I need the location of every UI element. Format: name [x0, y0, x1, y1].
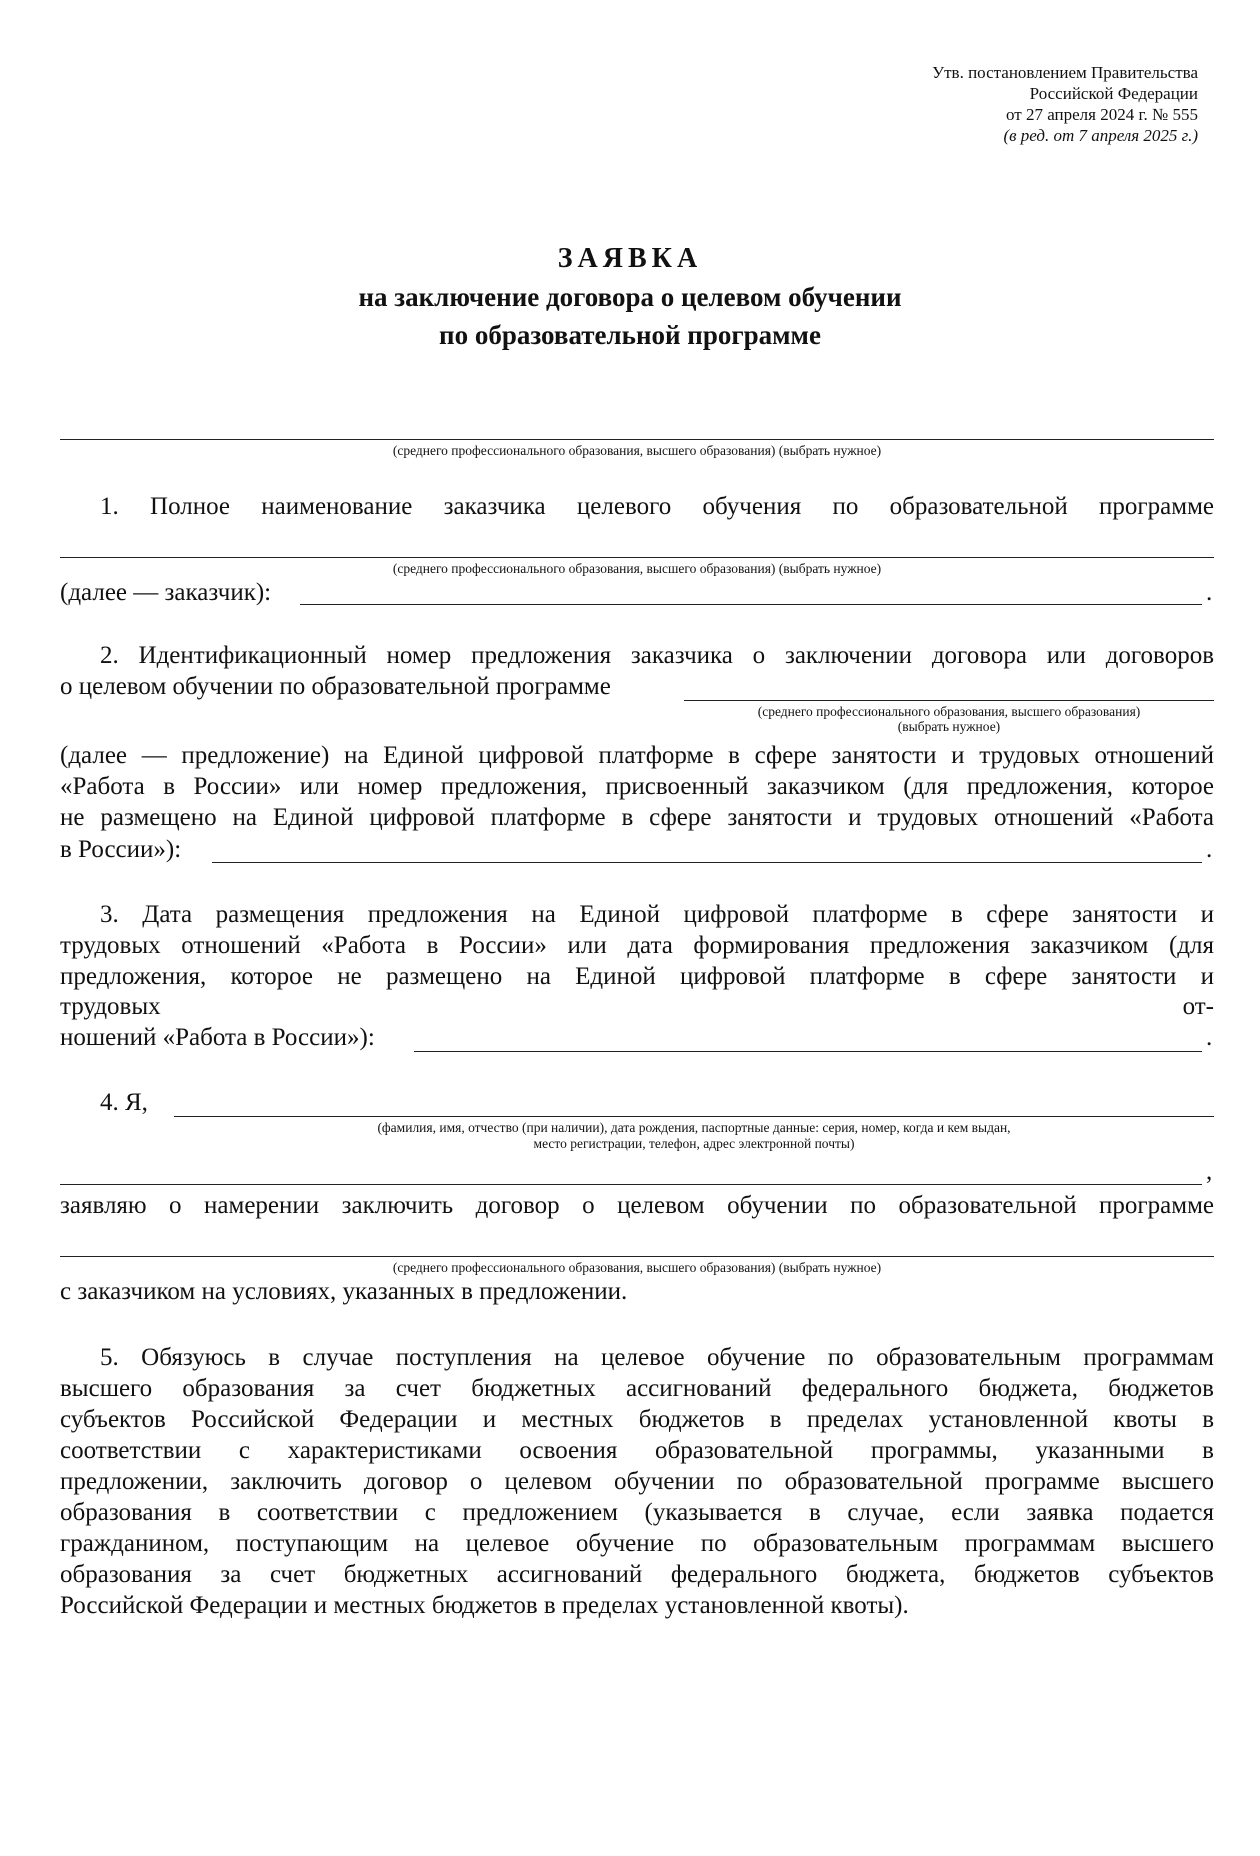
approval-edition: (в ред. от 7 апреля 2025 г.): [1003, 126, 1198, 145]
title-line-2: на заключение договора о целевом обучении: [358, 282, 902, 312]
p2-row-5: не размещено на Единой цифровой платформе в сфере занятости и трудовых отношений «Работа: [60, 804, 1214, 831]
p5-row-5: предложении, заключить договор о целевом обучении по образовательной программе высшего: [60, 1468, 1214, 1495]
p2-row-2: о целевом обучении по образовательной программе: [60, 673, 611, 700]
education-level-field[interactable]: [60, 439, 1214, 440]
personal-data-hint-1: (фамилия, имя, отчество (при наличии), дата рождения, паспортные данные: серия, номер, когда и кем выдан,: [377, 1120, 1011, 1135]
p1-end-period: .: [1206, 579, 1213, 606]
p3-row-3: предложения, которое не размещено на Единой цифровой платформе в сфере занятости и: [60, 963, 1214, 990]
paragraph-1: [60, 491, 1214, 522]
paragraph-2-continued: [60, 740, 1214, 833]
offer-education-level-field[interactable]: [684, 700, 1214, 701]
declare-education-level-field[interactable]: [60, 1256, 1214, 1257]
p3-row-2: трудовых отношений «Работа в России» или дата формирования предложения заказчиком (для: [60, 932, 1214, 959]
p4-declare-row: заявляю о намерении заключить договор о целевом обучении по образовательной программе: [60, 1192, 1214, 1219]
customer-name-education-field[interactable]: [60, 557, 1214, 558]
personal-data-field[interactable]: [174, 1116, 1214, 1117]
paragraph-3: [60, 899, 1214, 992]
offer-education-hint-a: (среднего профессионального образования, высшего образования): [757, 704, 1141, 719]
p3-row-1: 3. Дата размещения предложения на Единой цифровой платформе в сфере занятости и: [100, 901, 1214, 928]
p5-row-3: субъектов Российской Федерации и местных бюджетов в пределах установленной квоты в: [60, 1406, 1214, 1433]
p2-row-4: «Работа в России» или номер предложения, присвоенный заказчиком (для предложения, которое: [60, 773, 1214, 800]
approval-block: [932, 62, 1198, 146]
p1-row-1: 1. Полное наименование заказчика целевого обучения по образовательной программе: [100, 493, 1214, 520]
paragraph-2: [60, 640, 1214, 671]
education-level-hint: (среднего профессионального образования, высшего образования) (выбрать нужное): [392, 443, 882, 458]
personal-data-field-2[interactable]: [60, 1184, 1202, 1185]
p5-row-9: Российской Федерации и местных бюджетов в пределах установленной квоты).: [60, 1592, 909, 1619]
p2-end-period: .: [1206, 836, 1213, 863]
p3-row-4b: от-: [1182, 993, 1214, 1020]
offer-date-field[interactable]: [414, 1051, 1202, 1052]
p3-row-4a: трудовых: [60, 993, 161, 1020]
offer-education-hint-b: (выбрать нужное): [897, 719, 1001, 734]
p4-final-row: с заказчиком на условиях, указанных в предложении.: [60, 1278, 628, 1305]
offer-number-field[interactable]: [212, 862, 1202, 863]
p5-row-4: соответствии с характеристиками освоения образовательной программы, указанными в: [60, 1437, 1214, 1464]
p5-row-6: образования в соответствии с предложением (указывается в случае, если заявка подается: [60, 1499, 1214, 1526]
education-level-hint-3: (среднего профессионального образования, высшего образования) (выбрать нужное): [392, 1260, 882, 1275]
education-level-hint-2: (среднего профессионального образования, высшего образования) (выбрать нужное): [392, 561, 882, 576]
paragraph-4: [60, 1190, 1214, 1221]
title-line-3: по образовательной программе: [439, 320, 821, 350]
approval-line-1: Утв. постановлением Правительства: [932, 63, 1198, 82]
p3-date-label: ношений «Работа в России»):: [60, 1024, 375, 1051]
p4-comma: ,: [1206, 1158, 1213, 1185]
document-title: [0, 240, 1260, 354]
p5-row-7: гражданином, поступающим на целевое обучение по образовательным программам высшего: [60, 1530, 1214, 1557]
p3-end-period: .: [1206, 1024, 1213, 1051]
personal-data-hint-2: место регистрации, телефон, адрес электронной почты): [533, 1136, 855, 1151]
p5-row-1: 5. Обязуюсь в случае поступления на целевое обучение по образовательным программам: [100, 1344, 1214, 1371]
p2-row-1: 2. Идентификационный номер предложения заказчика о заключении договора или договоров: [100, 642, 1214, 669]
approval-line-3: от 27 апреля 2024 г. № 555: [1006, 105, 1198, 124]
customer-name-field[interactable]: [300, 604, 1202, 605]
p4-label: 4. Я,: [100, 1089, 148, 1116]
p5-row-8: образования за счет бюджетных ассигнований федерального бюджета, бюджетов субъектов: [60, 1561, 1214, 1588]
p1-customer-label: (далее — заказчик):: [60, 579, 272, 606]
approval-line-2: Российской Федерации: [1029, 84, 1198, 103]
p5-row-2: высшего образования за счет бюджетных ассигнований федерального бюджета, бюджетов: [60, 1375, 1214, 1402]
paragraph-5: [60, 1342, 1214, 1621]
p2-offer-label: в России»):: [60, 836, 182, 863]
title-main: ЗАЯВКА: [557, 243, 703, 274]
p2-row-3: (далее — предложение) на Единой цифровой платформе в сфере занятости и трудовых отношений: [60, 742, 1214, 769]
